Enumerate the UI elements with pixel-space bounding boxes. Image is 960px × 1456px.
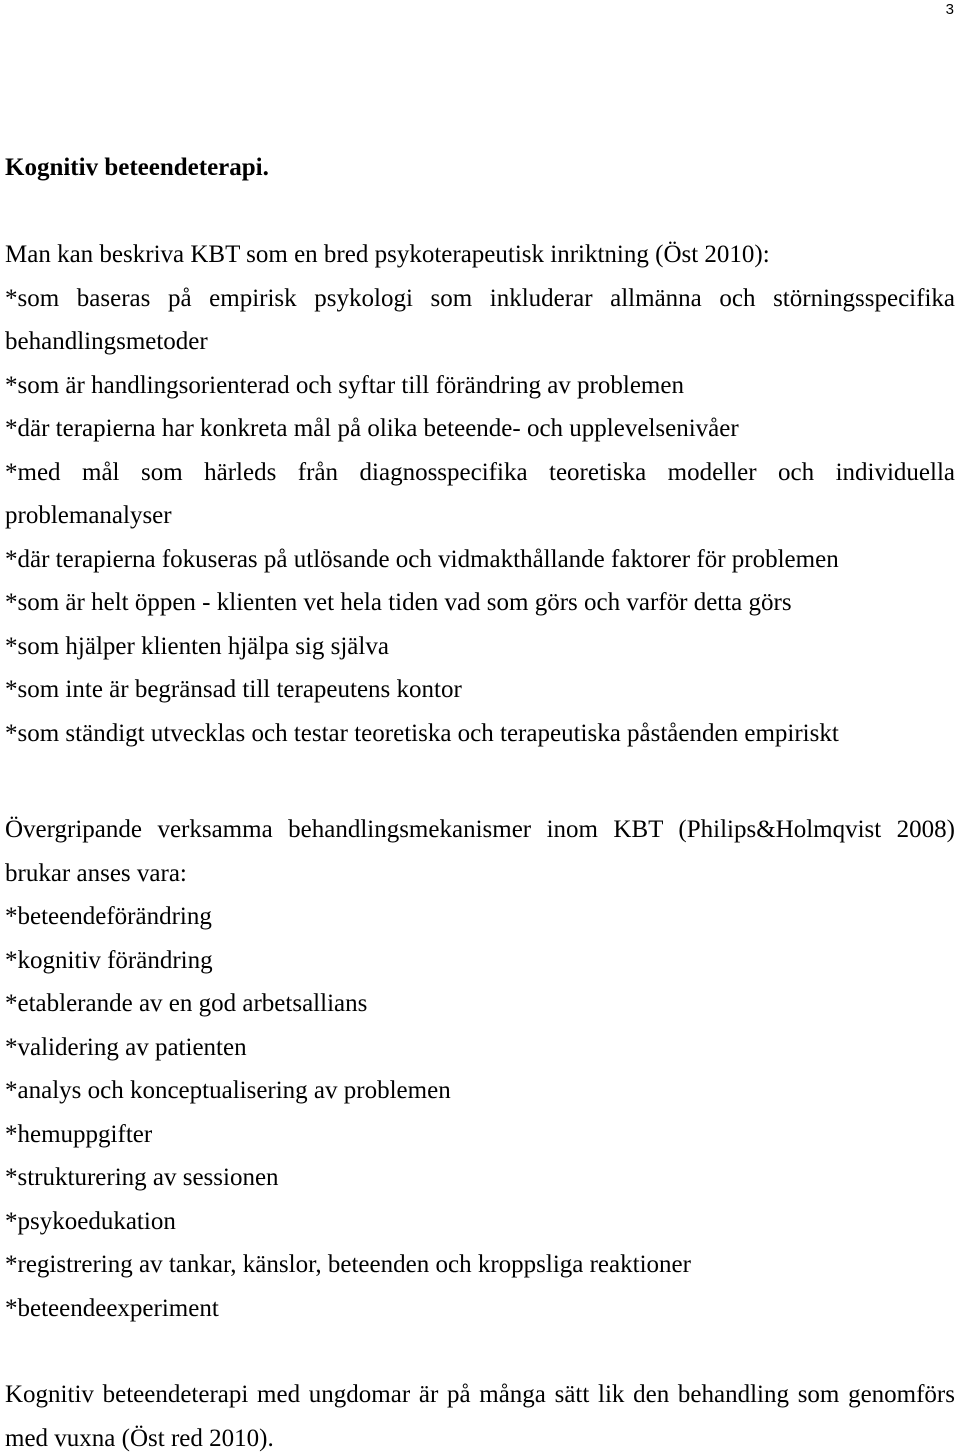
intro-lead-line: Man kan beskriva KBT som en bred psykoterapeutisk inriktning (Öst 2010): <box>5 241 770 268</box>
mechanism-list-item: *registrering av tankar, känslor, beteenden och kroppsliga reaktioner <box>5 1251 691 1278</box>
intro-list-line: *som är helt öppen - klienten vet hela tiden vad som görs och varför detta görs <box>5 589 792 616</box>
heading-block <box>5 154 955 182</box>
intro-list-line: *som baseras på empirisk psykologi som inkluderar allmänna och störningsspecifika <box>5 284 955 312</box>
intro-list-line: behandlingsmetoder <box>5 328 208 355</box>
intro-list-line: *där terapierna fokuseras på utlösande och vidmakthållande faktorer för problemen <box>5 545 839 573</box>
mechanism-list-item: *etablerande av en god arbetsallians <box>5 990 368 1017</box>
mechanisms-lead-line: Övergripande verksamma behandlingsmekanismer inom KBT (Philips&Holmqvist 2008) <box>5 816 955 843</box>
intro-paragraph <box>5 241 955 748</box>
section-heading: Kognitiv beteendeterapi. <box>5 154 269 181</box>
intro-list-line: *som är handlingsorienterad och syftar till förändring av problemen <box>5 371 684 399</box>
mechanism-list-item: *kognitiv förändring <box>5 946 213 974</box>
mechanism-list-item: *psykoedukation <box>5 1207 176 1235</box>
intro-list-line: *där terapierna har konkreta mål på olika beteende- och upplevelsenivåer <box>5 415 739 442</box>
intro-list-line: *med mål som härleds från diagnosspecifika teoretiska modeller och individuella <box>5 458 955 486</box>
mechanism-list-item: *beteendeförändring <box>5 903 212 930</box>
closing-line: Kognitiv beteendeterapi med ungdomar är på många sätt lik den behandling som genomförs <box>5 1381 955 1408</box>
mechanisms-paragraph <box>5 816 955 1323</box>
mechanism-list-item: *strukturering av sessionen <box>5 1164 279 1191</box>
mechanisms-lead-line: brukar anses vara: <box>5 859 187 887</box>
intro-list-line: *som ständigt utvecklas och testar teoretiska och terapeutiska påståenden empiriskt <box>5 719 839 747</box>
intro-list-line: *som inte är begränsad till terapeutens kontor <box>5 676 462 703</box>
closing-line: med vuxna (Öst red 2010). <box>5 1424 274 1452</box>
intro-list-line: problemanalyser <box>5 502 172 529</box>
mechanism-list-item: *beteendeexperiment <box>5 1294 219 1322</box>
page-number: 3 <box>945 1 954 18</box>
mechanism-list-item: *validering av patienten <box>5 1033 247 1061</box>
closing-paragraph <box>5 1381 955 1453</box>
intro-list-line: *som hjälper klienten hjälpa sig själva <box>5 632 389 660</box>
mechanism-list-item: *analys och konceptualisering av problemen <box>5 1077 451 1104</box>
mechanism-list-item: *hemuppgifter <box>5 1120 153 1148</box>
